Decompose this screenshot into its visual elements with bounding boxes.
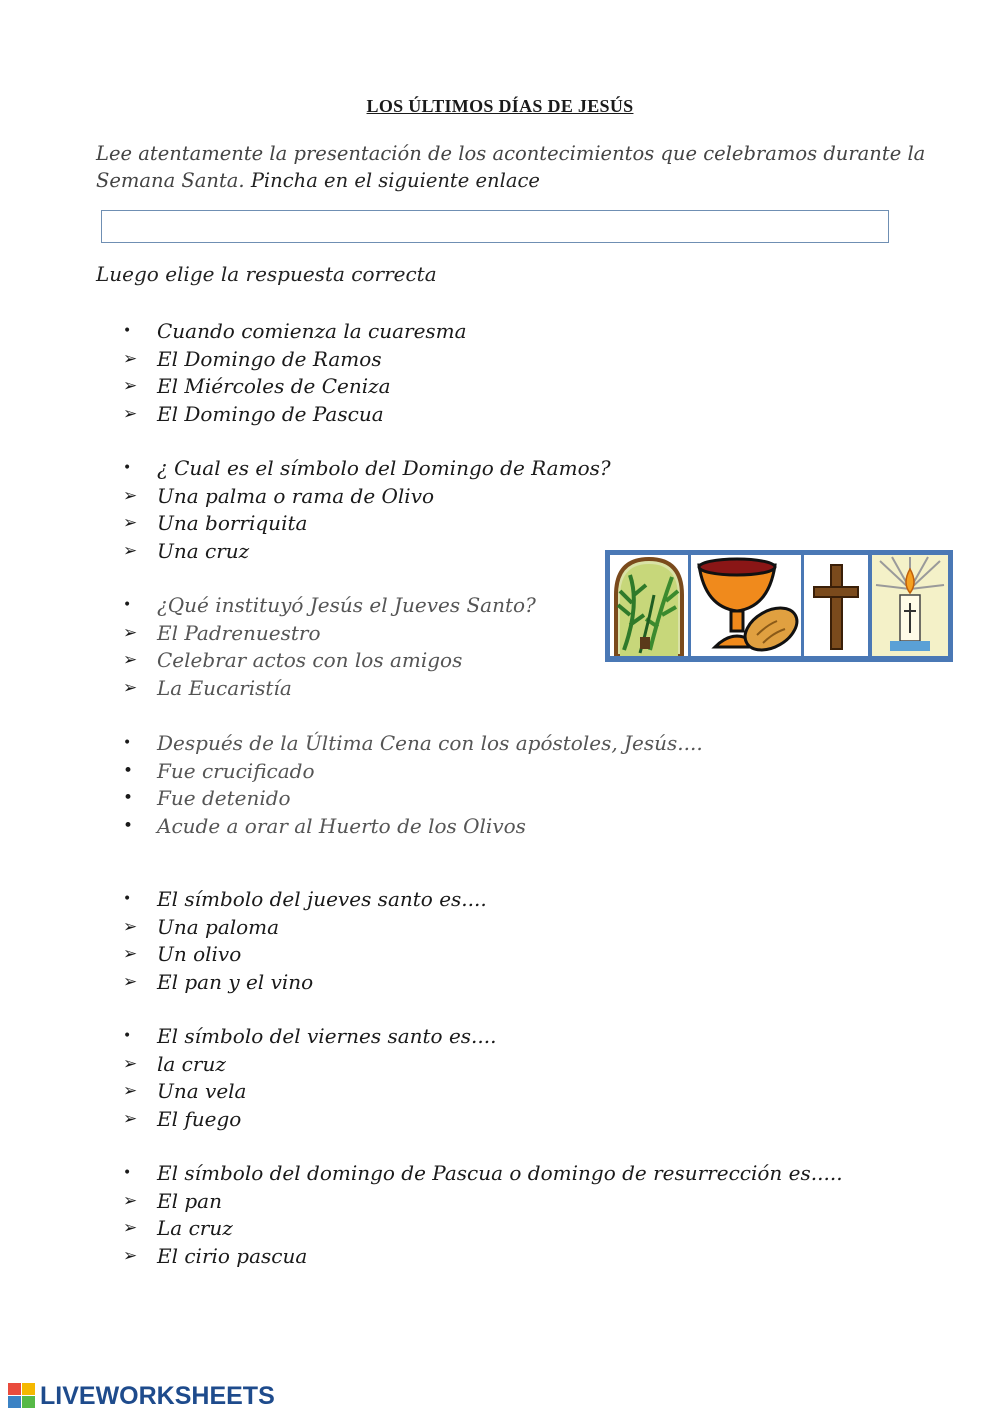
bullet-icon: • (123, 735, 132, 751)
answer-option[interactable]: ➢ Una paloma (123, 914, 883, 942)
answer-option[interactable]: ➢ El cirio pascua (123, 1243, 883, 1271)
question-block (123, 730, 883, 840)
cross-icon (804, 555, 868, 656)
question-text: • Cuando comienza la cuaresma (123, 318, 883, 346)
question-text: • El símbolo del domingo de Pascua o domingo de resurrección es..... (123, 1160, 883, 1188)
question-text: • El símbolo del jueves santo es.... (123, 886, 883, 914)
arrow-icon: ➢ (123, 1190, 138, 1211)
bullet-icon: • (123, 323, 132, 339)
answer-option[interactable]: ➢ El Domingo de Ramos (123, 346, 883, 374)
bullet-icon: • (123, 460, 132, 476)
answer-option[interactable]: • Fue detenido (123, 785, 883, 813)
question-text: • El símbolo del viernes santo es.... (123, 1023, 883, 1051)
answer-option[interactable]: ➢ El pan (123, 1188, 883, 1216)
arrow-icon: ➢ (123, 916, 138, 937)
paschal-candle-icon (872, 555, 948, 656)
arrow-icon: ➢ (123, 971, 138, 992)
arrow-icon: ➢ (123, 1108, 138, 1129)
answer-option[interactable]: • Fue crucificado (123, 758, 883, 786)
answer-option[interactable]: ➢ El Padrenuestro (123, 620, 883, 648)
question-text: • Después de la Última Cena con los apóstoles, Jesús.... (123, 730, 883, 758)
answer-option[interactable]: ➢ Celebrar actos con los amigos (123, 647, 883, 675)
holy-week-symbols-image (605, 550, 953, 662)
chalice-bread-icon (691, 555, 801, 656)
question-block (123, 318, 883, 428)
arrow-icon: ➢ (123, 944, 138, 964)
arrow-icon: ➢ (123, 376, 138, 396)
question-text: • ¿Qué instituyó Jesús el Jueves Santo? (123, 592, 883, 620)
answer-option[interactable]: ➢ Un olivo (123, 941, 883, 969)
answer-option[interactable]: ➢ El pan y el vino (123, 969, 883, 997)
arrow-icon: ➢ (123, 677, 138, 698)
bullet-icon: • (123, 1165, 132, 1181)
arrow-icon: ➢ (123, 1053, 138, 1074)
arrow-icon: ➢ (123, 650, 138, 670)
palm-arch-icon (610, 555, 688, 656)
logo-blocks-icon (8, 1383, 36, 1409)
arrow-icon: ➢ (123, 485, 138, 506)
question-block (123, 455, 883, 565)
arrow-icon: ➢ (123, 1081, 138, 1101)
answer-option[interactable]: ➢ Una borriquita (123, 510, 883, 538)
arrow-icon: ➢ (123, 1245, 138, 1266)
answer-option[interactable]: ➢ Una vela (123, 1078, 883, 1106)
bullet-icon: • (123, 760, 134, 781)
bullet-icon: • (123, 597, 132, 613)
answer-option[interactable]: ➢ El fuego (123, 1106, 883, 1134)
arrow-icon: ➢ (123, 1218, 138, 1238)
answer-option[interactable]: ➢ la cruz (123, 1051, 883, 1079)
answer-option[interactable]: • Acude a orar al Huerto de los Olivos (123, 813, 883, 841)
arrow-icon: ➢ (123, 513, 138, 533)
question-block (123, 886, 883, 996)
page-title: LOS ÚLTIMOS DÍAS DE JESÚS (366, 96, 634, 116)
arrow-icon: ➢ (123, 403, 138, 424)
answer-option[interactable]: ➢ El Miércoles de Ceniza (123, 373, 883, 401)
bullet-icon: • (123, 891, 132, 907)
arrow-icon: ➢ (123, 540, 138, 561)
answer-option[interactable]: ➢ Una palma o rama de Olivo (123, 483, 883, 511)
intro-part2: Pincha en el siguiente enlace (250, 169, 540, 192)
question-text: • ¿ Cual es el símbolo del Domingo de Ramos? (123, 455, 883, 483)
answer-option[interactable]: ➢ La cruz (123, 1215, 883, 1243)
link-input-box[interactable] (101, 210, 889, 243)
bullet-icon: • (123, 788, 134, 808)
intro-part1: Lee atentamente la presentación de los acontecimientos que celebramos durante la Semana Santa. (96, 142, 926, 192)
bullet-icon: • (123, 815, 134, 836)
arrow-icon: ➢ (123, 348, 138, 369)
liveworksheets-logo (8, 1383, 275, 1409)
instruction-text: Luego elige la respuesta correcta (96, 262, 437, 286)
answer-option[interactable]: ➢ El Domingo de Pascua (123, 401, 883, 429)
question-block (123, 1160, 883, 1270)
intro-text (96, 140, 926, 194)
logo-text: LIVEWORKSHEETS (40, 1381, 275, 1410)
arrow-icon: ➢ (123, 622, 138, 643)
answer-option[interactable]: ➢ Una cruz (123, 538, 883, 566)
bullet-icon: • (123, 1028, 132, 1044)
question-block (123, 1023, 883, 1133)
answer-option[interactable]: ➢ La Eucaristía (123, 675, 883, 703)
